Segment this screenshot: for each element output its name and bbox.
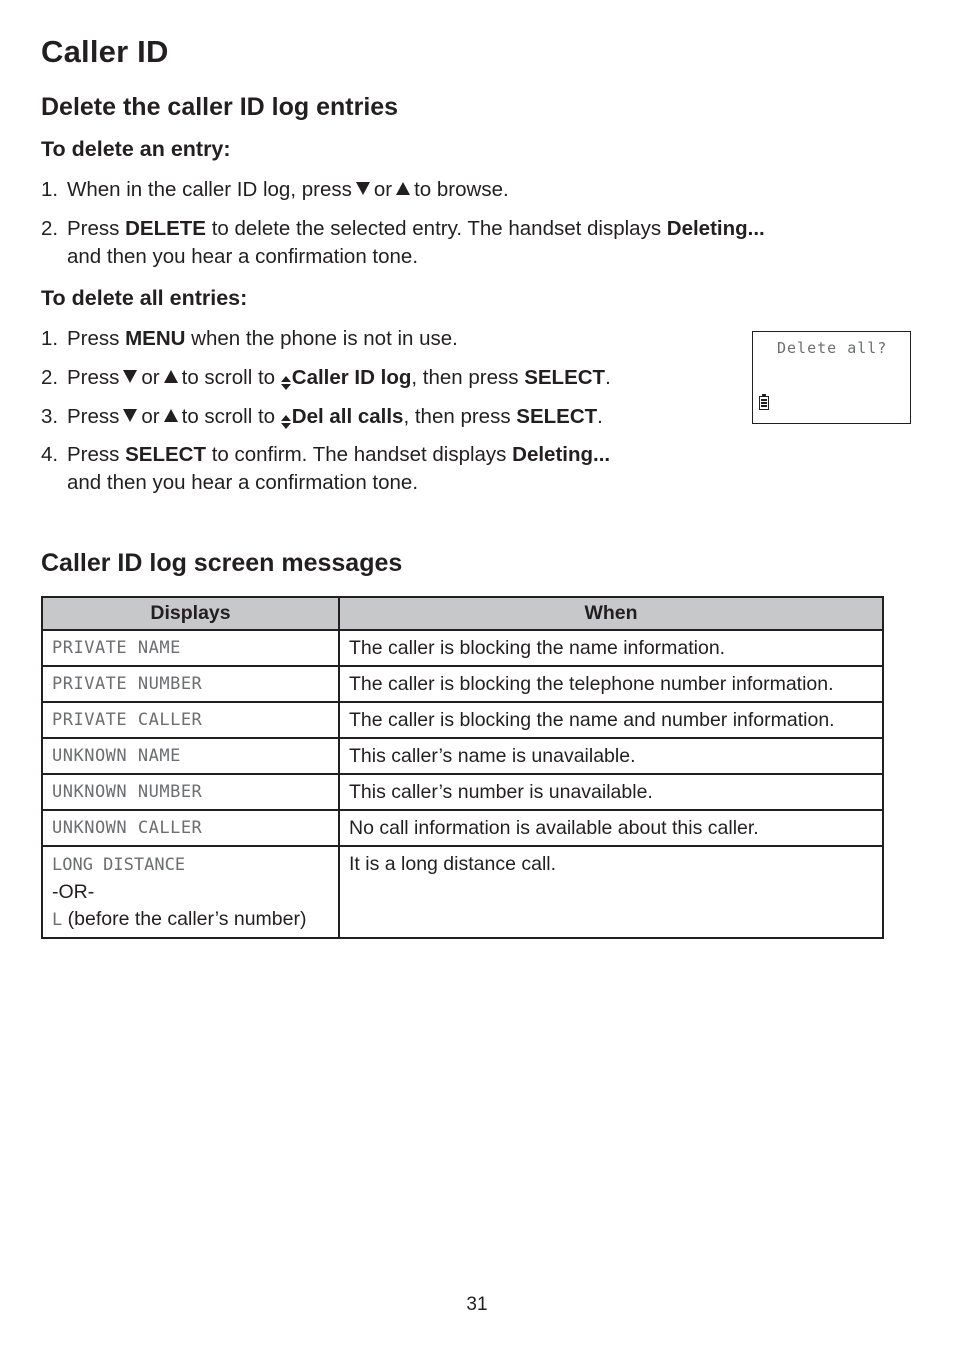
when-cell: No call information is available about this caller. xyxy=(339,810,883,846)
screen-messages-table xyxy=(41,596,884,939)
table-row xyxy=(42,630,883,666)
table-row xyxy=(42,666,883,702)
down-arrow-icon xyxy=(123,409,137,422)
when-cell: This caller’s name is unavailable. xyxy=(339,738,883,774)
section-heading-delete: Delete the caller ID log entries xyxy=(41,93,399,121)
up-arrow-icon xyxy=(164,409,178,422)
display-cell: UNKNOWN NAME xyxy=(42,738,339,774)
table-row xyxy=(42,774,883,810)
chapter-title: Caller ID xyxy=(41,34,169,69)
or-separator: -OR- xyxy=(52,881,95,903)
battery-icon xyxy=(759,394,769,410)
when-cell: The caller is blocking the name and number information. xyxy=(339,702,883,738)
table-row-long-distance xyxy=(42,846,883,938)
table-header-row xyxy=(42,597,883,630)
down-arrow-icon xyxy=(123,370,137,383)
long-distance-display: LONG DISTANCE xyxy=(52,855,186,875)
scroll-arrows-icon xyxy=(281,376,291,390)
display-cell: PRIVATE CALLER xyxy=(42,702,339,738)
all-step-4: 4. Press SELECT to confirm. The handset displays Deleting... and then you hear a confirmation tone. xyxy=(41,443,611,494)
display-cell: PRIVATE NAME xyxy=(42,630,339,666)
down-arrow-icon xyxy=(356,182,370,195)
display-cell xyxy=(42,846,339,938)
all-step-3: 3. Press or to scroll to Del all calls, then press SELECT. xyxy=(41,405,603,428)
table-row xyxy=(42,810,883,846)
up-arrow-icon xyxy=(164,370,178,383)
up-arrow-icon xyxy=(396,182,410,195)
single-step-2: 2. Press DELETE to delete the selected entry. The handset displays Deleting... and then you hear a confirmation tone. xyxy=(41,217,765,268)
when-cell: The caller is blocking the telephone number information. xyxy=(339,666,883,702)
single-step-1: 1. When in the caller ID log, press or to browse. xyxy=(41,178,509,201)
table-row xyxy=(42,702,883,738)
subheading-delete-all: To delete all entries: xyxy=(41,286,248,310)
subheading-delete-entry: To delete an entry: xyxy=(41,137,231,161)
when-cell: This caller’s number is unavailable. xyxy=(339,774,883,810)
long-distance-symbol-note: (before the caller’s number) xyxy=(67,908,307,930)
table-row xyxy=(42,738,883,774)
lcd-screen-text: Delete all? xyxy=(777,339,888,357)
all-step-1: 1. Press MENU when the phone is not in use. xyxy=(41,327,458,350)
column-header-when: When xyxy=(339,597,883,630)
display-cell: UNKNOWN NUMBER xyxy=(42,774,339,810)
when-cell: The caller is blocking the name information. xyxy=(339,630,883,666)
display-cell: PRIVATE NUMBER xyxy=(42,666,339,702)
page-number: 31 xyxy=(466,1294,488,1315)
all-step-2: 2. Press or to scroll to Caller ID log, then press SELECT. xyxy=(41,366,611,389)
long-distance-symbol: L xyxy=(52,910,63,930)
display-cell: UNKNOWN CALLER xyxy=(42,810,339,846)
section-heading-messages: Caller ID log screen messages xyxy=(41,549,403,577)
column-header-displays: Displays xyxy=(42,597,339,630)
scroll-arrows-icon xyxy=(281,415,291,429)
when-cell: It is a long distance call. xyxy=(339,846,883,938)
lcd-screen-delete-all xyxy=(752,331,911,424)
